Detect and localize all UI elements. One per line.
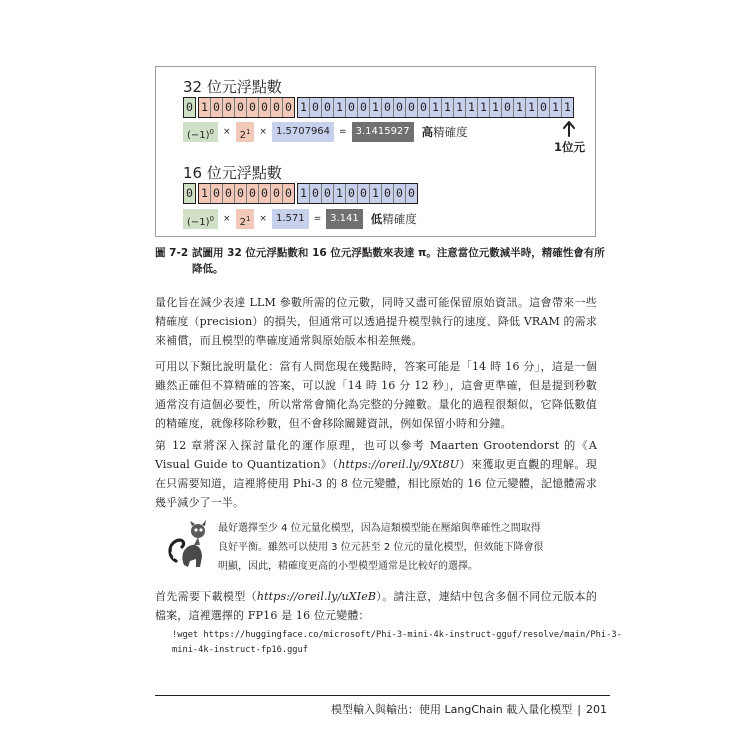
page-footer [331,701,607,717]
bit-cell: 0 [246,184,258,203]
bit-cell: 0 [393,98,405,117]
bit-cell: 0 [309,184,321,203]
equals-symbol: = [339,127,347,137]
note-line-3: 明顯，因此，精確度更高的小型模型通常是比較好的選擇。 [218,561,478,572]
bit-cell: 0 [210,184,222,203]
caption-line-1: 試圖用 32 位元浮點數和 16 位元浮點數來表達 π。注意當位元數減半時，精確性會有所 [192,247,605,259]
footer-rule [155,695,610,696]
multiply-symbol: × [223,214,231,224]
fp16-result: 3.141 [326,209,363,229]
bit-cell: 1 [201,100,208,114]
page-number: 201 [586,703,607,716]
arrow-up-icon [563,121,575,137]
code-block [172,628,622,658]
bit-cell: 0 [186,100,193,114]
bit-cell: 0 [345,98,357,117]
paragraph-2: 可用以下類比說明量化：當有人問您現在幾點時，答案可能是「14 時 16 分」，這是一個雖然正確但不算精確的答案，可以說「14 時 16 分 12 秒」，這會更準確，但是提到秒數通常沒有這個必要性，所以常常會簡化為完整的分鐘數。量化的過程很類似，它降低數值的精確度，就像移除秒數，但不會移除關鍵資訊，例如保留小時和分鐘。 [155,360,597,430]
fp32-result: 3.1415927 [352,122,414,142]
equals-symbol: = [313,214,322,224]
fp16-precision-label: 低精確度 [370,212,417,226]
fp32-mantissa-term: 1.5707964 [272,122,334,142]
bit-cell: 0 [246,98,258,117]
bit-cell: 0 [321,184,333,203]
bit-cell: 1 [369,98,381,117]
bit-cell: 1 [561,98,573,117]
caption-line-2: 降低。 [192,263,224,275]
tip-note [218,519,598,576]
bit-cell: 0 [381,184,393,203]
paragraph-1: 量化旨在減少表達 LLM 參數所需的位元數，同時又盡可能保留原始資訊。這會帶來一些精確度（precision）的損失，但通常可以透過提升模型執行的速度、降低 VRAM 的需求來補償，而且模型的準確度通常與原始版本相差無幾。 [155,296,597,347]
bit-cell: 1 [513,98,525,117]
bit-cell: 0 [258,184,270,203]
bit-cell: 1 [300,186,307,200]
bit-cell: 1 [333,98,345,117]
bit-cell: 0 [222,184,234,203]
fp16-title: 16 位元浮點數 [183,164,282,182]
bit-cell: 1 [453,98,465,117]
bit-cell: 1 [465,98,477,117]
fp32-formula [183,122,468,142]
fp16-mantissa-term: 1.571 [272,209,309,229]
fp16-mantissa-bits [297,183,418,204]
paragraph-3: 第 12 章將深入探討量化的運作原理，也可以參考 Maarten Grootendorst 的《A Visual Guide to Quantization》（https://oreil.ly/9Xt8U）來獲取更直觀的理解。現在只需要知道，這裡將使用 Phi-3 的 8 位元變體，相比原始的 16 位元變體，記憶體需求幾乎減少了一半。 [155,439,597,509]
code-line-2: mini-4k-instruct-fp16.gguf [172,645,308,655]
fp16-exponent-bits [198,183,295,204]
link-visual-guide[interactable]: https://oreil.ly/9Xt8U [338,458,460,471]
fp16-bit-row [183,183,418,204]
fp16-formula [183,209,417,229]
bit-cell: 0 [234,184,246,203]
bit-cell: 0 [405,184,417,203]
bit-cell: 1 [429,98,441,117]
bit-cell: 0 [345,184,357,203]
bit-cell: 0 [417,98,429,117]
fp32-exponent-bits [198,97,295,118]
fp32-title: 32 位元浮點數 [183,78,282,96]
note-line-2: 良好平衡。雖然可以使用 3 位元甚至 2 位元的量化模型，但效能下降會很 [218,542,544,553]
link-model-download[interactable]: https://oreil.ly/uXIeB [256,590,377,603]
bit-cell: 1 [549,98,561,117]
fp32-bit-row [183,97,574,118]
bit-cell: 0 [501,98,513,117]
fp32-sign-term: $(-1)^0$ [183,122,218,142]
bit-cell: 0 [381,98,393,117]
bit-cell: 0 [537,98,549,117]
multiply-symbol: × [223,127,231,137]
bit-cell: 1 [441,98,453,117]
paragraph-4: 首先需要下載模型（https://oreil.ly/uXIeB）。請注意，連結中包含多個不同位元版本的檔案，這裡選擇的 FP16 是 16 位元變體： [155,590,597,622]
bit-cell: 1 [300,100,307,114]
code-line-1: !wget https://huggingface.co/microsoft/Phi-3-mini-4k-instruct-gguf/resolve/main/Phi-3- [172,630,622,640]
bit-cell: 0 [222,98,234,117]
bit-cell: 0 [258,98,270,117]
fp32-sign-bits [183,97,196,118]
multiply-symbol: × [259,214,267,224]
lemur-tip-icon [166,517,214,571]
footer-separator: | [577,703,581,716]
bit-cell: 0 [282,184,294,203]
bit-cell: 0 [321,98,333,117]
note-line-1: 最好選擇至少 4 位元量化模型，因為這類模型能在壓縮與準確性之間取得 [218,523,541,534]
bit-cell: 0 [210,98,222,117]
figure-number: 圖 7-2 [155,247,189,259]
bit-cell: 0 [357,184,369,203]
fp32-exponent-term: $2^1$ [236,122,255,142]
bit-cell: 0 [309,98,321,117]
figure-7-2 [155,66,596,237]
fp32-precision-label: 高精確度 [421,125,468,139]
bit-cell: 0 [234,98,246,117]
bit-cell: 1 [201,186,208,200]
bit-cell: 0 [186,186,193,200]
bit-cell: 0 [282,98,294,117]
bit-cell: 0 [357,98,369,117]
bit-cell: 1 [477,98,489,117]
bit-cell: 1 [369,184,381,203]
multiply-symbol: × [259,127,267,137]
bit-cell: 1 [489,98,501,117]
footer-chapter-title: 模型輸入與輸出：使用 LangChain 載入量化模型 [331,703,573,716]
bit-cell: 1 [525,98,537,117]
bit-cell: 0 [405,98,417,117]
fp32-mantissa-bits [297,97,574,118]
bit-cell: 0 [270,98,282,117]
lsb-label: 1位元 [554,140,586,154]
fp16-sign-bits [183,183,196,204]
bit-cell: 0 [270,184,282,203]
fp16-sign-term: $(-1)^0$ [183,209,218,229]
fp16-exponent-term: $2^1$ [236,209,255,229]
bit-cell: 0 [393,184,405,203]
figure-caption [155,245,605,277]
bit-cell: 1 [333,184,345,203]
